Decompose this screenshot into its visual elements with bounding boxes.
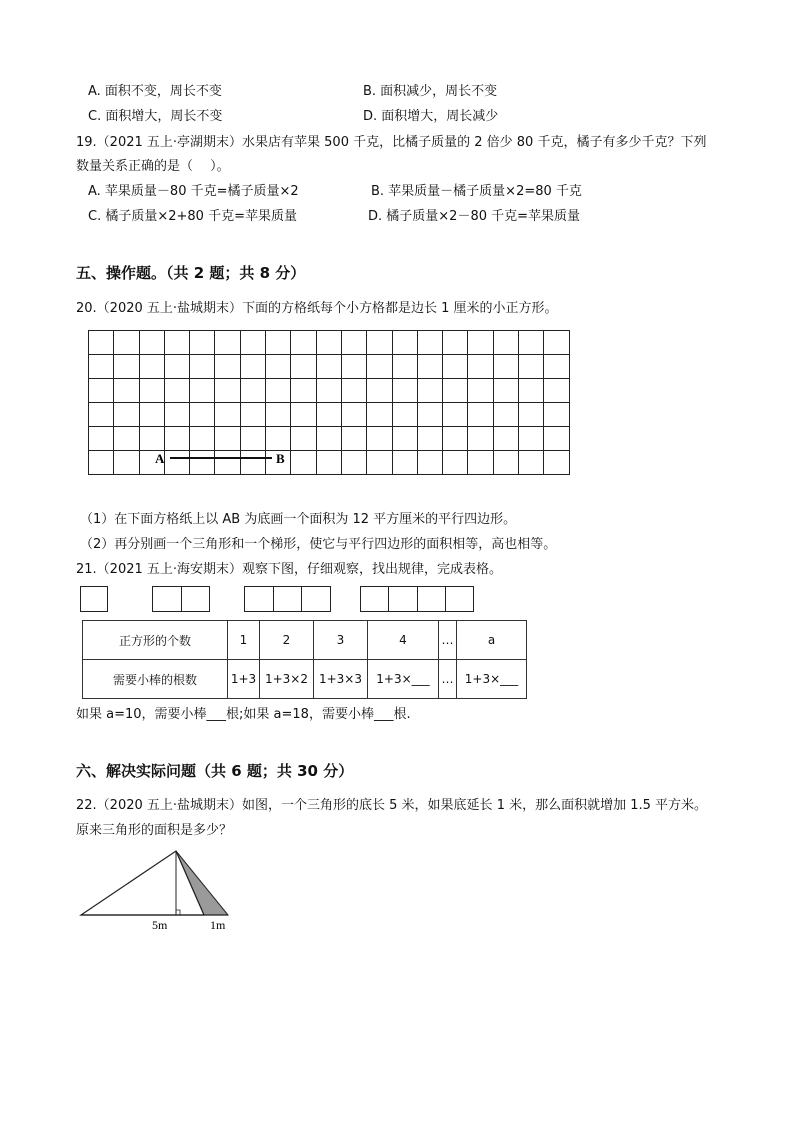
grid-cell: [139, 379, 164, 403]
grid-cell: [544, 355, 569, 379]
q19-option-b: B. 苹果质量－橘子质量×2=80 千克: [371, 184, 582, 199]
grid-cell: [240, 379, 265, 403]
q19-stem-line1: 19.（2021 五上·亭湖期末）水果店有苹果 500 千克，比橘子质量的 2 倍少 80 千克，橘子有多少千克？下列: [76, 135, 707, 150]
grid-cell: [367, 451, 392, 475]
squares-2: [152, 586, 210, 612]
grid-cell: [367, 403, 392, 427]
cell: 1+3×3: [314, 660, 368, 699]
grid-cell: [114, 331, 139, 355]
cell: 2: [260, 621, 314, 660]
grid-cell: [316, 331, 341, 355]
grid-cell: [316, 379, 341, 403]
grid-cell: [89, 355, 114, 379]
grid-cell: [266, 331, 291, 355]
label-a: A: [155, 451, 165, 466]
grid-cell: [468, 355, 493, 379]
grid-cell: [493, 331, 518, 355]
q20-sub1: （1）在下面方格纸上以 AB 为底画一个面积为 12 平方厘米的平行四边形。: [80, 512, 517, 527]
grid-cell: [89, 451, 114, 475]
grid-cell: [417, 427, 442, 451]
grid-cell: [468, 331, 493, 355]
grid-cell: [544, 451, 569, 475]
grid-cell: [266, 355, 291, 379]
grid-cell: [417, 379, 442, 403]
grid-cell: [493, 355, 518, 379]
cell: …: [439, 660, 457, 699]
grid-cell: [114, 403, 139, 427]
q20-stem: 20.（2020 五上·盐城期末）下面的方格纸每个小方格都是边长 1 厘米的小正方形。: [76, 301, 558, 316]
grid-cell: [164, 355, 189, 379]
q18-option-d: D. 面积增大，周长减少: [363, 109, 499, 124]
grid-cell: [240, 331, 265, 355]
grid-cell: [417, 331, 442, 355]
grid-cell: [417, 403, 442, 427]
cell: a: [457, 621, 527, 660]
q19-option-d: D. 橘子质量×2－80 千克=苹果质量: [368, 209, 581, 224]
grid-cell: [316, 355, 341, 379]
grid-cell: [291, 403, 316, 427]
section5-title: 五、操作题。（共 2 题；共 8 分）: [76, 264, 306, 282]
cell: 1+3×___: [457, 660, 527, 699]
segment-ab: [150, 446, 295, 470]
q19-stem-line2: 数量关系正确的是（ ）。: [76, 159, 230, 174]
grid-cell: [240, 355, 265, 379]
label-b: B: [276, 451, 285, 466]
grid-cell: [367, 379, 392, 403]
grid-cell: [266, 379, 291, 403]
grid-cell: [544, 427, 569, 451]
cell: 1+3×2: [260, 660, 314, 699]
cell: 1: [228, 621, 260, 660]
grid-cell: [89, 379, 114, 403]
grid-cell: [291, 379, 316, 403]
grid-cell: [190, 379, 215, 403]
grid-cell: [341, 379, 366, 403]
grid-cell: [341, 427, 366, 451]
grid-cell: [215, 331, 240, 355]
grid-cell: [341, 451, 366, 475]
cell: 1+3×___: [368, 660, 439, 699]
grid-cell: [164, 379, 189, 403]
grid-cell: [367, 355, 392, 379]
table-row: [83, 621, 527, 660]
grid-cell: [519, 331, 544, 355]
grid-cell: [190, 403, 215, 427]
squares-4: [360, 586, 474, 612]
table-row: [83, 660, 527, 699]
grid-cell: [443, 427, 468, 451]
label-5m: 5m: [152, 918, 168, 932]
grid-cell: [519, 427, 544, 451]
grid-row: [89, 355, 570, 379]
q22-stem-line1: 22.（2020 五上·盐城期末）如图，一个三角形的底长 5 米，如果底延长 1 米，那么面积就增加 1.5 平方米。: [76, 798, 708, 813]
squares-1: [80, 586, 108, 612]
grid-cell: [468, 427, 493, 451]
pattern-table: [82, 620, 527, 699]
grid-cell: [519, 451, 544, 475]
grid-cell: [392, 379, 417, 403]
cell: 4: [368, 621, 439, 660]
grid-cell: [392, 355, 417, 379]
grid-cell: [519, 403, 544, 427]
grid-cell: [291, 331, 316, 355]
q19-option-c: C. 橘子质量×2+80 千克=苹果质量: [88, 209, 297, 224]
grid-cell: [190, 331, 215, 355]
row1-label: 正方形的个数: [83, 621, 228, 660]
grid-cell: [291, 355, 316, 379]
grid-cell: [468, 403, 493, 427]
q21-stem: 21.（2021 五上·海安期末）观察下图，仔细观察，找出规律，完成表格。: [76, 562, 503, 577]
q20-sub2: （2）再分别画一个三角形和一个梯形，使它与平行四边形的面积相等，高也相等。: [80, 537, 557, 552]
grid-cell: [316, 451, 341, 475]
grid-cell: [392, 451, 417, 475]
triangle-figure: [76, 845, 246, 935]
grid-cell: [114, 451, 139, 475]
grid-cell: [139, 403, 164, 427]
grid-cell: [114, 355, 139, 379]
cell: 3: [314, 621, 368, 660]
squares-3: [244, 586, 331, 612]
grid-cell: [341, 331, 366, 355]
grid-cell: [114, 427, 139, 451]
grid-cell: [417, 451, 442, 475]
grid-cell: [139, 331, 164, 355]
grid-cell: [215, 379, 240, 403]
grid-cell: [139, 355, 164, 379]
q18-option-a: A. 面积不变，周长不变: [88, 84, 222, 99]
grid-cell: [240, 403, 265, 427]
q18-option-b: B. 面积减少，周长不变: [363, 84, 498, 99]
grid-cell: [493, 403, 518, 427]
cell: …: [439, 621, 457, 660]
grid-cell: [493, 427, 518, 451]
grid-cell: [316, 403, 341, 427]
grid-row: [89, 403, 570, 427]
grid-row: [89, 331, 570, 355]
grid-cell: [493, 379, 518, 403]
q18-option-c: C. 面积增大，周长不变: [88, 109, 223, 124]
cell: 1+3: [228, 660, 260, 699]
grid-cell: [443, 451, 468, 475]
grid-cell: [341, 403, 366, 427]
grid-cell: [367, 331, 392, 355]
grid-cell: [493, 451, 518, 475]
grid-cell: [392, 403, 417, 427]
q21-footer: 如果 a=10，需要小棒___根;如果 a=18，需要小棒___根.: [76, 707, 411, 722]
grid-cell: [392, 331, 417, 355]
grid-row: [89, 379, 570, 403]
grid-cell: [392, 427, 417, 451]
grid-cell: [443, 403, 468, 427]
section6-title: 六、解决实际问题（共 6 题；共 30 分）: [76, 762, 354, 780]
grid-cell: [468, 379, 493, 403]
grid-cell: [316, 427, 341, 451]
grid-cell: [89, 331, 114, 355]
grid-cell: [266, 403, 291, 427]
label-1m: 1m: [210, 918, 226, 932]
grid-cell: [519, 379, 544, 403]
grid-cell: [367, 427, 392, 451]
grid-cell: [341, 355, 366, 379]
grid-cell: [468, 451, 493, 475]
grid-cell: [164, 403, 189, 427]
grid-cell: [544, 331, 569, 355]
grid-cell: [519, 355, 544, 379]
row2-label: 需要小棒的根数: [83, 660, 228, 699]
q22-stem-line2: 原来三角形的面积是多少？: [76, 823, 233, 838]
grid-cell: [417, 355, 442, 379]
grid-cell: [89, 403, 114, 427]
grid-cell: [215, 403, 240, 427]
grid-cell: [190, 355, 215, 379]
grid-cell: [164, 331, 189, 355]
grid-cell: [544, 379, 569, 403]
grid-cell: [114, 379, 139, 403]
q19-option-a: A. 苹果质量－80 千克=橘子质量×2: [88, 184, 299, 199]
grid-cell: [443, 379, 468, 403]
grid-cell: [215, 355, 240, 379]
grid-cell: [89, 427, 114, 451]
grid-cell: [443, 355, 468, 379]
grid-cell: [544, 403, 569, 427]
grid-cell: [443, 331, 468, 355]
